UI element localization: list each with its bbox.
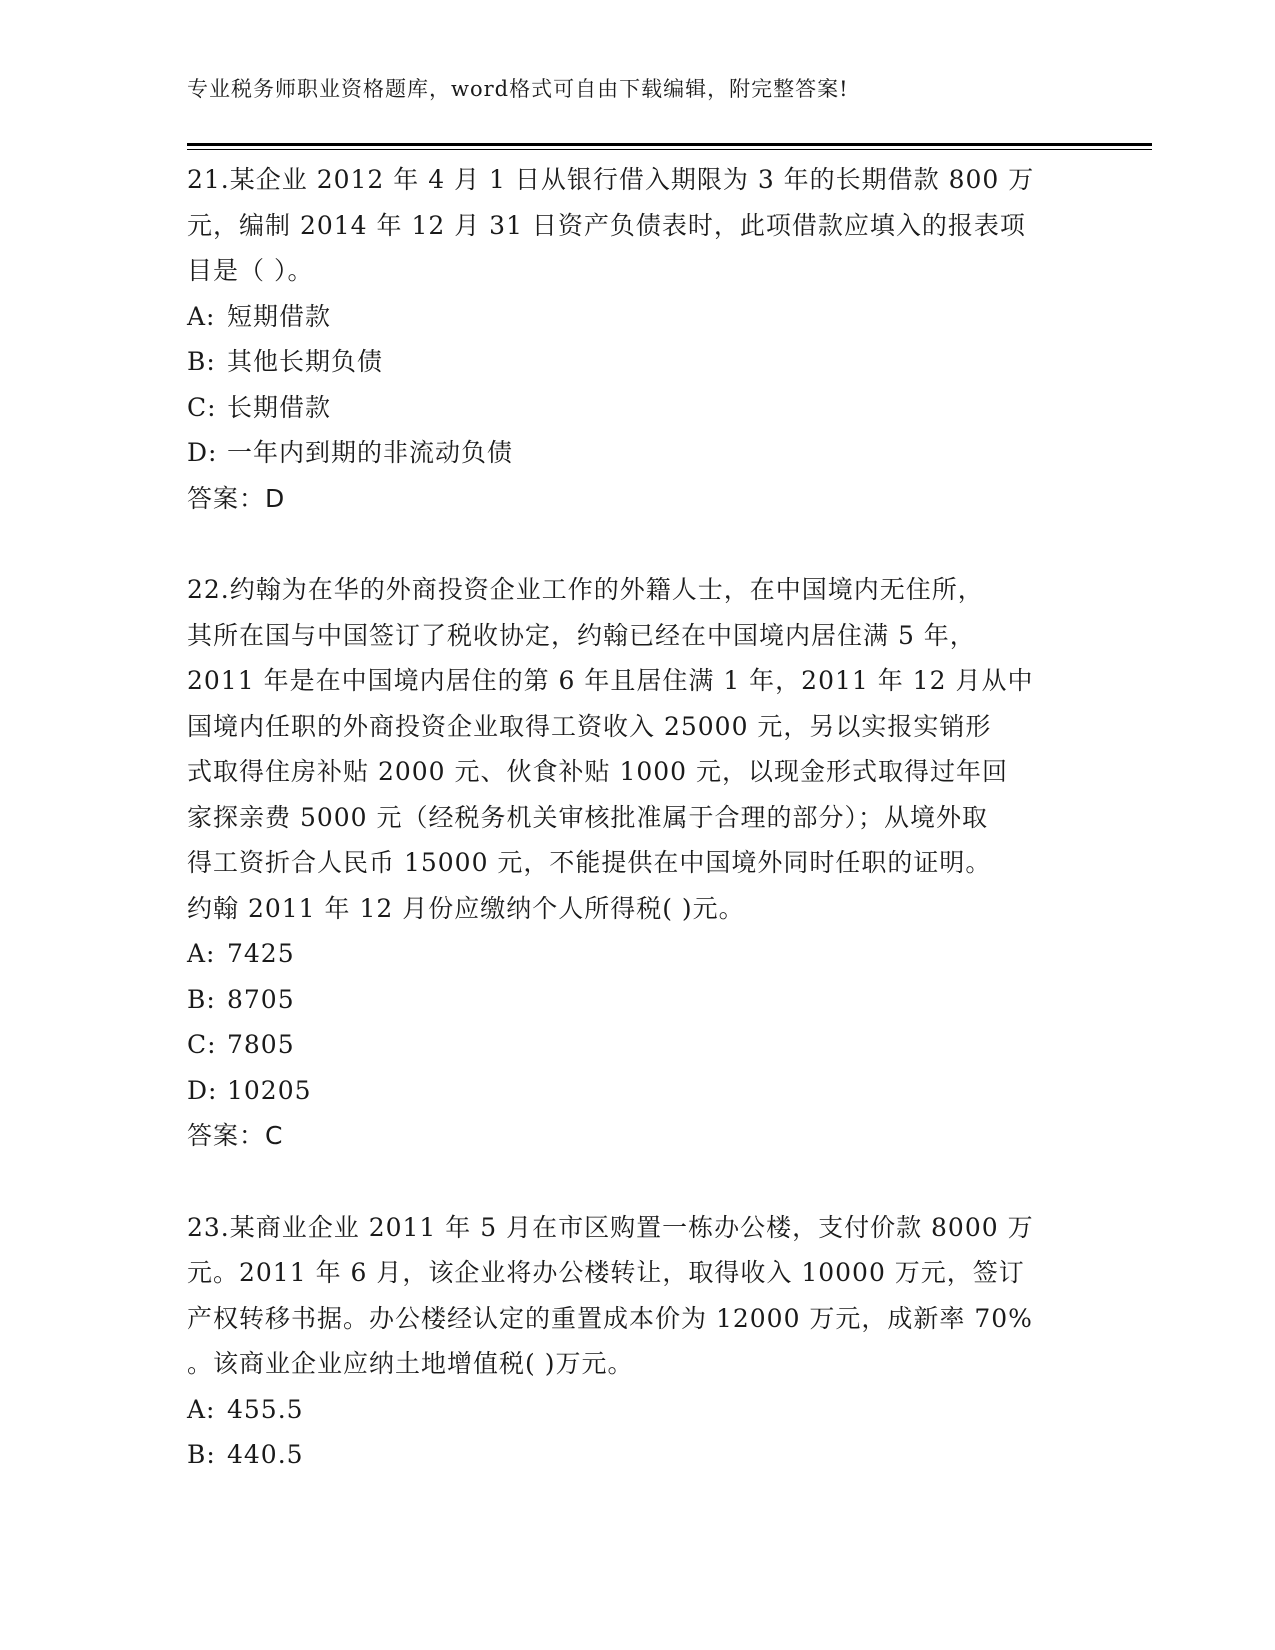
question-line: 元，编制 2014 年 12 月 31 日资产负债表时，此项借款应填入的报表项 xyxy=(187,210,1026,240)
option-c xyxy=(187,1022,1087,1068)
option-text: 一年内到期的非流动负债 xyxy=(227,438,514,467)
option-a xyxy=(187,931,1087,977)
question-line: 家探亲费 5000 元（经税务机关审核批准属于合理的部分）；从境外取 xyxy=(187,802,989,832)
header-rule-thick xyxy=(187,143,1152,146)
question-list xyxy=(187,157,1087,1478)
question-line: 22.约翰为在华的外商投资企业工作的外籍人士，在中国境内无住所， xyxy=(187,575,984,604)
option-text: 10205 xyxy=(227,1075,312,1105)
option-text: 8705 xyxy=(227,984,295,1014)
question-spacer xyxy=(187,521,1087,567)
option-text: 其他长期负债 xyxy=(227,347,384,376)
question-stem xyxy=(187,567,1087,931)
option-letter: C: xyxy=(187,392,217,422)
question-line: 21.某企业 2012 年 4 月 1 日从银行借入期限为 3 年的长期借款 800 万 xyxy=(187,165,1035,194)
option-letter: B: xyxy=(187,984,216,1014)
option-text: 7425 xyxy=(227,939,295,968)
option-text: 7805 xyxy=(227,1030,295,1059)
option-a xyxy=(187,294,1087,340)
option-b xyxy=(187,339,1087,385)
question-line: 。该商业企业应纳土地增值税( )万元。 xyxy=(187,1349,634,1378)
question-line: 目是（ ）。 xyxy=(187,256,314,285)
option-d xyxy=(187,430,1087,476)
option-text: 455.5 xyxy=(227,1394,304,1424)
option-b xyxy=(187,1432,1087,1478)
option-d xyxy=(187,1068,1087,1114)
question-line: 23.某商业企业 2011 年 5 月在市区购置一栋办公楼，支付价款 8000 万 xyxy=(187,1212,1034,1242)
option-letter: C: xyxy=(187,1030,217,1059)
question-line: 2011 年是在中国境内居住的第 6 年且居住满 1 年，2011 年 12 月从中 xyxy=(187,666,1034,695)
question-22 xyxy=(187,567,1087,1159)
question-stem xyxy=(187,157,1087,294)
question-line: 式取得住房补贴 2000 元、伙食补贴 1000 元，以现金形式取得过年回 xyxy=(187,757,1009,786)
answer: 答案：D xyxy=(187,483,286,513)
option-text: 440.5 xyxy=(227,1440,304,1469)
option-c xyxy=(187,385,1087,431)
option-letter: B: xyxy=(187,347,216,376)
question-stem xyxy=(187,1205,1087,1387)
question-line: 元。2011 年 6 月，该企业将办公楼转让，取得收入 10000 万元，签订 xyxy=(187,1258,1025,1287)
option-letter: A: xyxy=(187,1394,216,1424)
option-letter: D: xyxy=(187,1075,218,1105)
question-spacer xyxy=(187,1159,1087,1205)
option-b xyxy=(187,977,1087,1023)
option-letter: A: xyxy=(187,939,216,968)
option-text: 长期借款 xyxy=(227,392,332,422)
option-letter: D: xyxy=(187,438,218,467)
question-line: 产权转移书据。办公楼经认定的重置成本价为 12000 万元，成新率 70% xyxy=(187,1303,1033,1333)
answer: 答案：C xyxy=(187,1121,284,1150)
question-line: 国境内任职的外商投资企业取得工资收入 25000 元，另以实报实销形 xyxy=(187,711,992,741)
question-line: 约翰 2011 年 12 月份应缴纳个人所得税( )元。 xyxy=(187,893,745,923)
question-23 xyxy=(187,1205,1087,1478)
question-21 xyxy=(187,157,1087,521)
header-rule-thin xyxy=(187,149,1152,150)
question-line: 得工资折合人民币 15000 元，不能提供在中国境外同时任职的证明。 xyxy=(187,848,992,877)
question-line: 其所在国与中国签订了税收协定，约翰已经在中国境内居住满 5 年， xyxy=(187,620,976,650)
option-a xyxy=(187,1387,1087,1433)
document-header: 专业税务师职业资格题库，word格式可自由下载编辑，附完整答案! xyxy=(187,77,849,101)
option-letter: B: xyxy=(187,1440,216,1469)
option-letter: A: xyxy=(187,301,216,331)
option-text: 短期借款 xyxy=(227,301,332,331)
